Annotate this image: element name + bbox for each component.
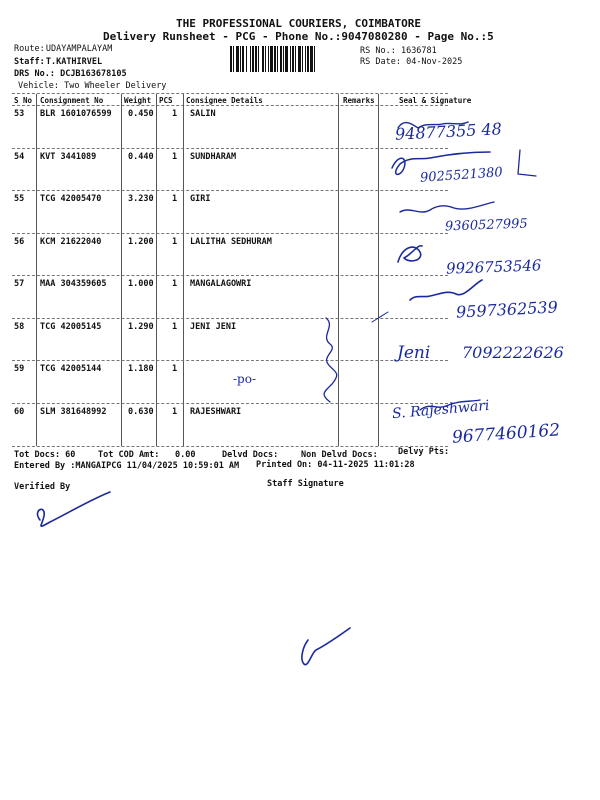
cell-pcs: 1	[172, 364, 178, 374]
route-label: Route:	[14, 44, 45, 54]
cell-sno: 54	[14, 151, 25, 162]
rs-no-value: 1636781	[400, 46, 437, 56]
col-consignee: Consignee Details	[186, 96, 263, 105]
non-delvd-docs: Non Delvd Docs:	[301, 450, 378, 460]
rs-date-label: RS Date:	[360, 57, 401, 67]
cell-weight: 1.180	[128, 364, 154, 374]
cell-pcs: 1	[172, 194, 178, 204]
cell-consignment: MAA 304359605	[40, 279, 107, 289]
cell-weight: 0.630	[128, 406, 154, 417]
tot-cod-value: 0.00	[175, 450, 196, 460]
cell-sno: 59	[14, 364, 25, 374]
handwritten-name: Jeni	[397, 343, 431, 363]
cell-weight: 0.440	[128, 151, 154, 162]
rs-no-label: RS No.:	[360, 46, 396, 56]
cell-pcs: 1	[172, 151, 178, 162]
cell-consignee: MANGALAGOWRI	[190, 279, 252, 289]
handwritten-phone: 7092222626	[462, 343, 564, 362]
cell-sno: 55	[14, 194, 25, 204]
cell-consignee: JENI JENI	[190, 321, 237, 332]
cell-sno: 58	[14, 321, 25, 332]
rs-date-value: 04-Nov-2025	[406, 57, 463, 67]
cell-consignee: SUNDHARAM	[190, 151, 237, 162]
entered-by: Entered By :MANGAIPCG 11/04/2025 10:59:01 AM	[14, 461, 240, 471]
handwritten-phone: 9677460162	[451, 420, 561, 448]
route-value: UDAYAMPALAYAM	[45, 44, 113, 54]
handwritten-phone: 9360527995	[444, 216, 528, 235]
staff-label: Staff:	[14, 57, 45, 67]
table-bottom-rule	[12, 446, 448, 447]
cell-pcs: 1	[172, 236, 178, 247]
cell-consignment: KCM 21622040	[40, 236, 102, 247]
handwritten-phone: 9597362539	[455, 297, 559, 322]
staff-value: T.KATHIRVEL	[45, 57, 103, 67]
cell-consignment: KVT 3441089	[40, 151, 97, 162]
printed-on: Printed On: 04-11-2025 11:01:28	[256, 460, 415, 470]
cell-pcs: 1	[172, 279, 178, 289]
tot-docs: Tot Docs: 60	[14, 450, 76, 460]
handwritten-name: S. Rajeshwari	[391, 397, 491, 423]
col-seal: Seal & Signature	[399, 96, 472, 105]
tot-cod-label: Tot COD Amt:	[98, 450, 160, 460]
col-weight: Weight	[124, 96, 152, 105]
cell-pcs: 1	[172, 109, 178, 119]
cell-sno: 53	[14, 109, 25, 119]
cell-consignee: GIRI	[190, 194, 211, 204]
cell-consignment: SLM 381648992	[40, 406, 107, 417]
col-consignment: Consignment No	[40, 96, 104, 105]
col-sno: S No	[14, 96, 33, 105]
cell-weight: 1.000	[128, 279, 154, 289]
cell-weight: 3.230	[128, 194, 154, 204]
cell-sno: 57	[14, 279, 25, 289]
cell-pcs: 1	[172, 406, 178, 417]
staff-signature: Staff Signature	[267, 479, 344, 489]
cell-consignment: TCG 42005470	[40, 194, 102, 204]
cell-consignment: TCG 42005144	[40, 364, 102, 374]
cell-pcs: 1	[172, 321, 178, 332]
cell-consignee: LALITHA SEDHURAM	[190, 236, 272, 247]
drs-value: DCJB163678105	[60, 69, 127, 79]
delvd-docs: Delvd Docs:	[222, 450, 279, 460]
handwritten-phone: 94877355 48	[394, 119, 503, 144]
verified-by: Verified By	[14, 482, 71, 492]
cell-weight: 0.450	[128, 109, 154, 119]
cell-weight: 1.200	[128, 236, 154, 247]
cell-sno: 56	[14, 236, 25, 247]
drs-label: DRS No.:	[14, 69, 55, 79]
cell-sno: 60	[14, 406, 25, 417]
cell-consignee: SALIN	[190, 109, 216, 119]
document-subtitle: Delivery Runsheet - PCG - Phone No.:9047080280 - Page No.:5	[103, 30, 494, 43]
col-remarks: Remarks	[343, 96, 375, 105]
cell-consignee: RAJESHWARI	[190, 406, 242, 417]
cell-consignment: TCG 42005145	[40, 321, 102, 332]
cell-weight: 1.290	[128, 321, 154, 332]
handwritten-phone: 9926753546	[445, 256, 542, 278]
delvy-pts: Delvy Pts:	[398, 447, 450, 457]
document-title: THE PROFESSIONAL COURIERS, COIMBATORE	[176, 17, 422, 30]
handwritten-note: -po-	[233, 372, 257, 386]
handwritten-phone: 9025521380	[419, 165, 504, 186]
cell-consignment: BLR 1601076599	[40, 109, 112, 119]
vehicle-label: Vehicle:	[18, 81, 59, 91]
vehicle-value: Two Wheeler Delivery	[64, 81, 167, 91]
col-pcs: PCS	[159, 96, 173, 105]
